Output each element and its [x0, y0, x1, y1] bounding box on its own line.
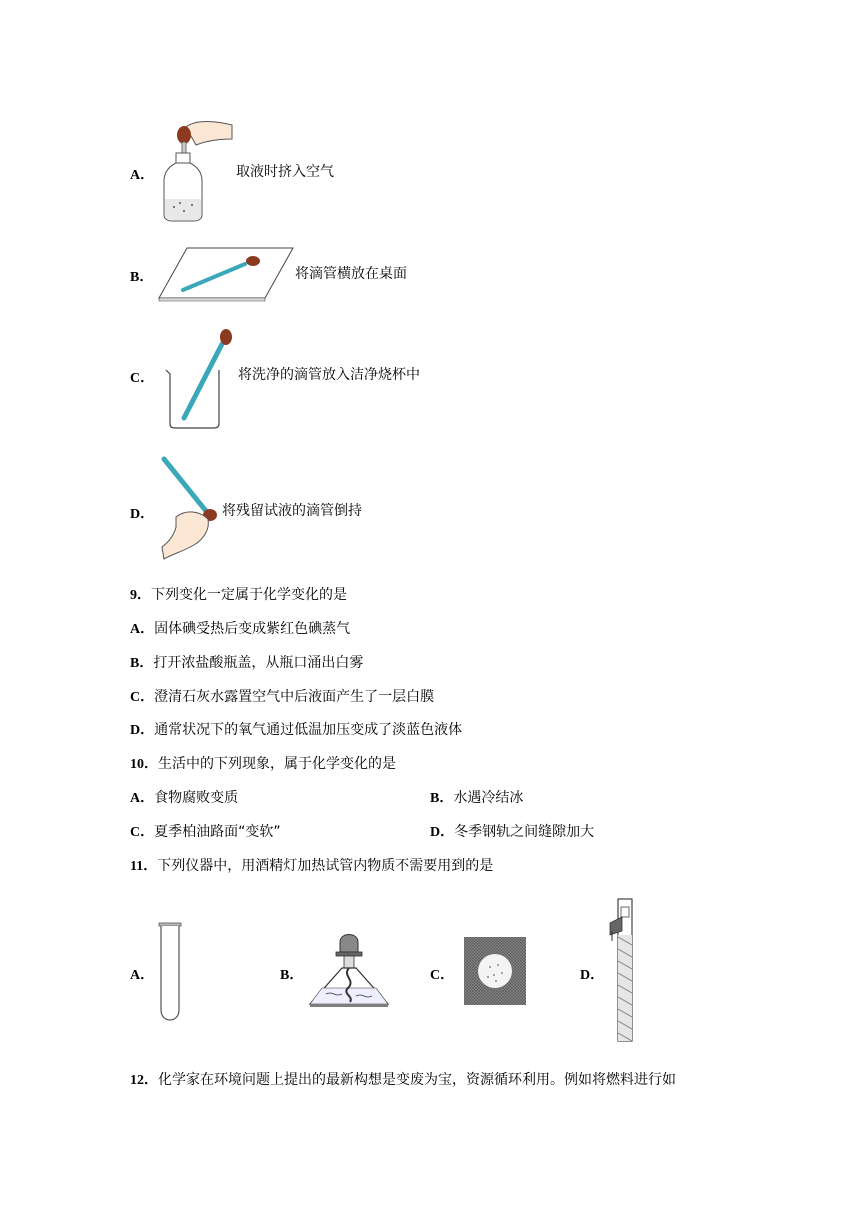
option-text: 将洗净的滴管放入洁净烧杯中	[238, 367, 420, 383]
dropper-in-beaker-icon	[164, 328, 244, 432]
dropper-inverted-hand-icon	[160, 455, 226, 563]
option-c	[130, 688, 434, 707]
question-text: 生活中的下列现象，属于化学变化的是	[158, 756, 396, 772]
option-text: 将滴管横放在桌面	[295, 266, 407, 282]
option-label: C．	[130, 690, 155, 705]
question-number: 12．	[130, 1073, 158, 1088]
option-label: B．	[130, 656, 154, 671]
option-d	[430, 823, 594, 842]
question-number: 11．	[130, 859, 158, 874]
question-text: 下列变化一定属于化学变化的是	[151, 587, 347, 603]
question-stem	[130, 586, 347, 605]
option-text: 冬季钢轨之间缝隙加大	[454, 824, 595, 840]
option-label: A．	[130, 791, 155, 806]
option-label-c: C．	[430, 968, 455, 983]
option-text: 澄清石灰水露置空气中后液面产生了一层白膜	[154, 689, 435, 705]
option-b	[130, 654, 363, 673]
test-tube-holder-icon	[608, 897, 640, 1045]
option-text: 固体碘受热后变成紫红色碘蒸气	[154, 621, 351, 637]
test-tube-icon	[158, 922, 182, 1022]
option-text: 通常状况下的氧气通过低温加压变成了淡蓝色液体	[154, 722, 463, 738]
question-number: 9．	[130, 588, 151, 603]
option-a	[130, 620, 350, 639]
option-c	[130, 823, 281, 842]
question-text: 下列仪器中，用酒精灯加热试管内物质不需要用到的是	[157, 858, 494, 874]
dropper-bottle-squeeze-icon	[156, 115, 236, 225]
option-b	[430, 789, 523, 808]
alcohol-lamp-icon	[306, 926, 392, 1010]
option-label: A．	[130, 168, 155, 183]
option-text: 食物腐败变质	[154, 790, 239, 806]
option-text: 打开浓盐酸瓶盖，从瓶口涌出白雾	[153, 655, 364, 671]
dropper-on-table-icon	[157, 246, 297, 302]
option-label-d: D．	[580, 968, 605, 983]
option-label: C．	[130, 825, 155, 840]
option-label-b: B．	[280, 968, 304, 983]
option-text: 取液时挤入空气	[236, 164, 334, 180]
option-a	[130, 789, 238, 808]
option-label: D．	[430, 825, 455, 840]
option-label-a: A．	[130, 968, 155, 983]
option-label: D．	[130, 507, 155, 522]
option-text: 水遇冷结冰	[453, 790, 524, 806]
option-text: 将残留试液的滴管倒持	[222, 503, 362, 519]
option-text: 夏季柏油路面“变软”	[154, 824, 281, 840]
option-label: B．	[430, 791, 454, 806]
option-d	[130, 721, 462, 740]
question-stem	[130, 857, 493, 876]
question-stem	[130, 1071, 676, 1090]
question-number: 10．	[130, 757, 158, 772]
option-label: A．	[130, 622, 155, 637]
option-label: D．	[130, 723, 155, 738]
question-text: 化学家在环境问题上提出的最新构想是变废为宝，资源循环利用。例如将燃料进行如	[158, 1072, 676, 1088]
option-label: C．	[130, 371, 155, 386]
asbestos-gauze-icon	[464, 937, 526, 1005]
question-stem	[130, 755, 396, 774]
option-label: B．	[130, 270, 154, 285]
